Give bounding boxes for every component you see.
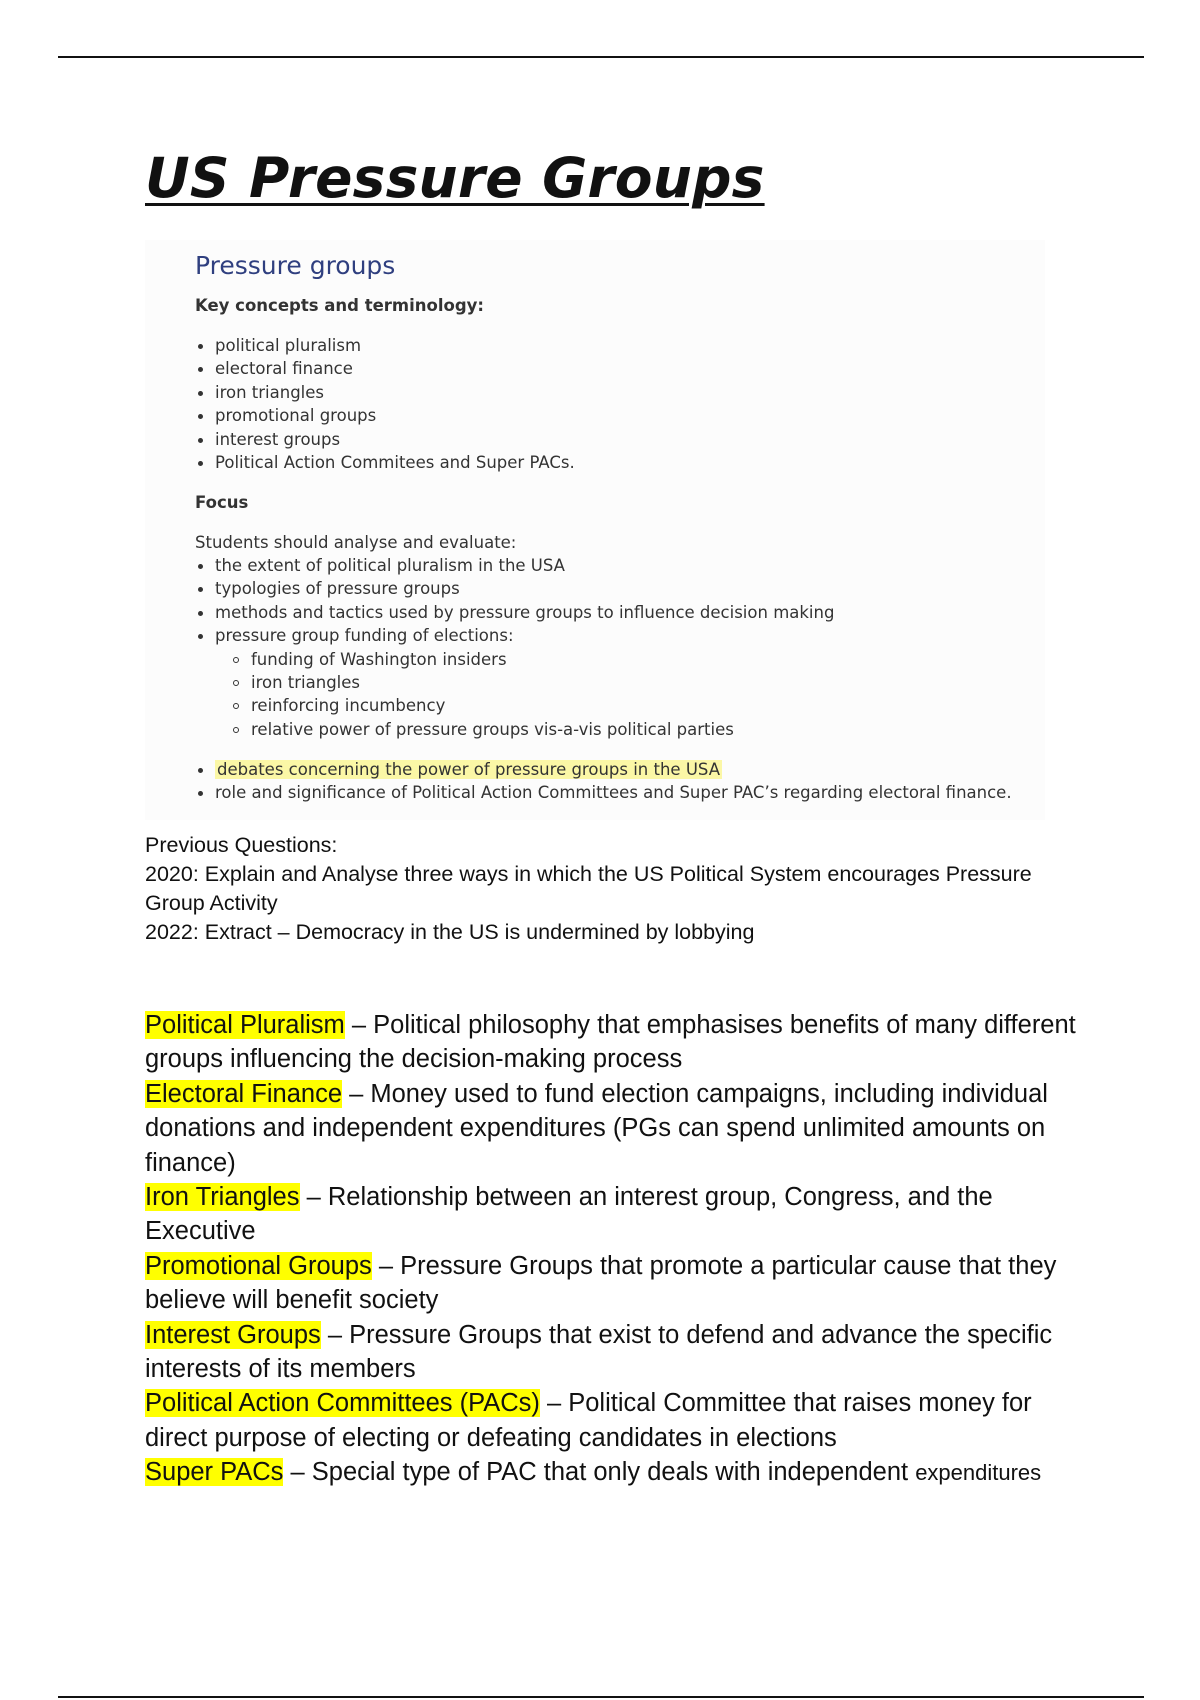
glossary-entry (145, 1249, 1080, 1318)
glossary-entry (145, 1180, 1080, 1249)
question-2020: 2020: Explain and Analyse three ways in which the US Political System encourages Pressure Group Activity (145, 862, 1032, 915)
list-item: promotional groups (195, 404, 575, 427)
sub-list-item: reinforcing incumbency (195, 694, 834, 717)
list-item: electoral finance (195, 357, 575, 380)
highlighted-text: debates concerning the power of pressure groups in the USA (217, 760, 720, 779)
question-2022: 2022: Extract – Democracy in the US is undermined by lobbying (145, 920, 755, 944)
list-item (195, 758, 1012, 781)
glossary-term: Interest Groups (145, 1320, 321, 1349)
sub-list-item: iron triangles (195, 671, 834, 694)
list-item: political pluralism (195, 334, 575, 357)
glossary-entry (145, 1077, 1080, 1180)
list-item: methods and tactics used by pressure groups to influence decision making (195, 601, 834, 624)
glossary-entry (145, 1386, 1080, 1455)
spec-panel (145, 240, 1045, 820)
glossary-definition: – Pressure Groups that exist to defend and advance the specific interests of its members (145, 1320, 1053, 1384)
glossary-entry (145, 1318, 1080, 1387)
glossary-definition: – Political Committee that raises money for direct purpose of electing or defeating candidates in elections (145, 1389, 1032, 1452)
key-concepts-list (195, 334, 575, 474)
list-item: pressure group funding of elections: (195, 624, 834, 647)
glossary-term: Promotional Groups (145, 1251, 372, 1280)
glossary-term: Political Action Committees (PACs) (145, 1389, 540, 1418)
glossary-definition: – Special type of PAC that only deals with independent (283, 1458, 916, 1487)
sub-list-item: relative power of pressure groups vis-a-vis political parties (195, 718, 834, 741)
glossary-definition: – Money used to fund election campaigns, including individual donations and independent expenditures (PGs can spend unlimited amounts on finance) (145, 1079, 1048, 1177)
glossary-term: Iron Triangles (145, 1183, 300, 1212)
previous-questions-label: Previous Questions: (145, 833, 338, 857)
sub-list-item: funding of Washington insiders (195, 648, 834, 671)
footer-rule (58, 1696, 1144, 1698)
list-item: interest groups (195, 428, 575, 451)
glossary-definition: – Political philosophy that emphasises benefits of many different groups influencing the decision-making process (145, 1011, 1076, 1074)
glossary-term: Super PACs (145, 1458, 284, 1487)
spec-heading: Pressure groups (195, 251, 396, 280)
focus-intro: Students should analyse and evaluate: (195, 533, 517, 552)
focus-label: Focus (195, 493, 249, 512)
glossary-entry (145, 1455, 1080, 1490)
list-item: role and significance of Political Action Committees and Super PAC’s regarding electoral finance. (195, 781, 1012, 804)
glossary-definition: – Relationship between an interest group, Congress, and the Executive (145, 1183, 993, 1246)
key-concepts-label: Key concepts and terminology: (195, 296, 485, 315)
previous-questions (145, 831, 1065, 947)
list-item: typologies of pressure groups (195, 577, 834, 600)
debates-list (195, 758, 1012, 805)
glossary-term: Electoral Finance (145, 1079, 343, 1108)
glossary-term: Political Pluralism (145, 1011, 345, 1039)
list-item: Political Action Commitees and Super PACs. (195, 451, 575, 474)
list-item: the extent of political pluralism in the USA (195, 554, 834, 577)
page-title: US Pressure Groups (145, 146, 765, 210)
header-rule (58, 56, 1144, 58)
glossary-definition: – Pressure Groups that promote a particular cause that they believe will benefit society (145, 1251, 1057, 1315)
glossary-entry (145, 1008, 1080, 1077)
glossary (145, 1008, 1080, 1491)
focus-list (195, 554, 834, 741)
glossary-definition-tail: expenditures (915, 1460, 1042, 1486)
list-item: iron triangles (195, 381, 575, 404)
